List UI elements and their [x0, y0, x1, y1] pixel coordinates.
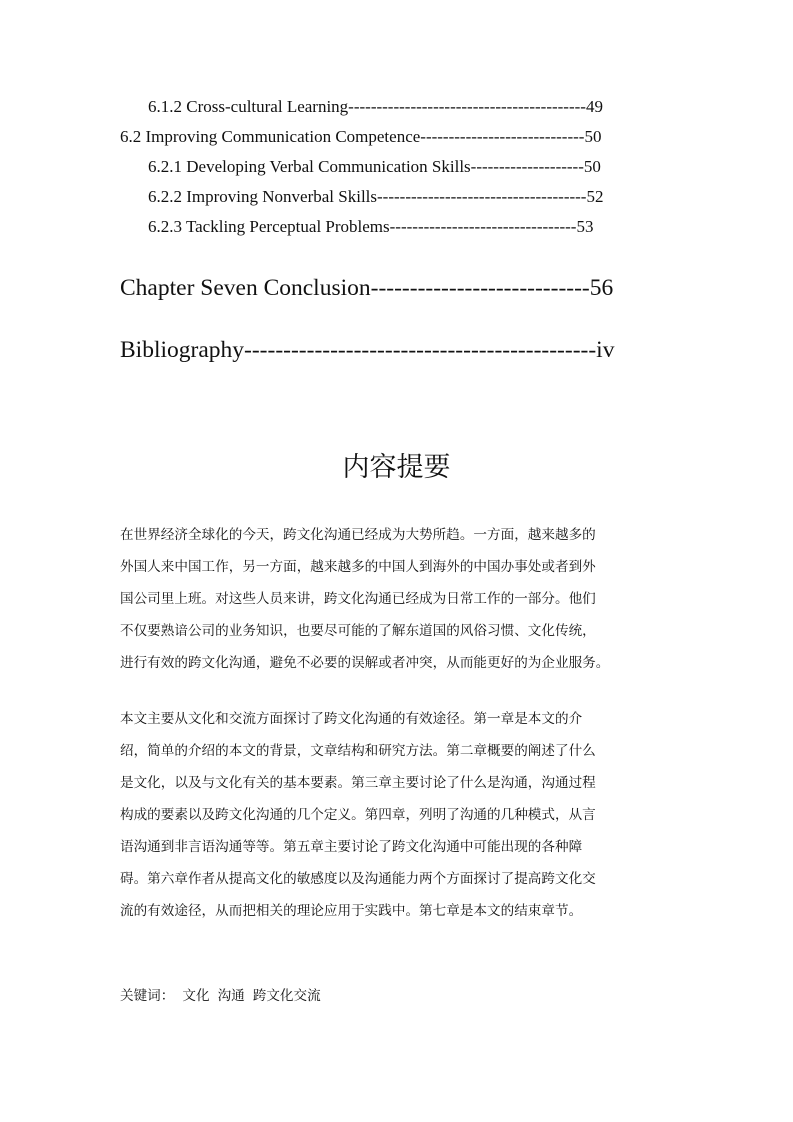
- paragraph-line: 语沟通到非言语沟通等等。第五章主要讨论了跨文化沟通中可能出现的各种障: [120, 839, 583, 855]
- keywords-label: 关键词：: [120, 988, 175, 1004]
- keyword: 文化: [182, 988, 210, 1004]
- abstract-title: 内容提要: [342, 452, 451, 483]
- abstract-paragraph-1: [120, 519, 675, 679]
- paragraph-line: 是文化，以及与文化有关的基本要素。第三章主要讨论了什么是沟通，沟通过程: [120, 775, 596, 791]
- keyword: 沟通: [217, 988, 245, 1004]
- abstract-paragraph-2: [120, 703, 675, 927]
- paragraph-line: 绍，简单的介绍的本文的背景，文章结构和研究方法。第二章概要的阐述了什么: [120, 743, 596, 759]
- paragraph-line: 外国人来中国工作，另一方面，越来越多的中国人到海外的中国办事处或者到外: [120, 559, 596, 575]
- paragraph-line: 碍。第六章作者从提高文化的敏感度以及沟通能力两个方面探讨了提高跨文化交: [120, 871, 596, 887]
- paragraph-line: 不仅要熟谙公司的业务知识，也要尽可能的了解东道国的风俗习惯、文化传统，: [120, 623, 596, 639]
- toc-entry: 6.2 Improving Communication Competence-----------------------------50: [120, 127, 602, 146]
- paragraph-line: 进行有效的跨文化沟通，避免不必要的误解或者冲突，从而能更好的为企业服务。: [120, 655, 610, 671]
- paragraph-line: 本文主要从文化和交流方面探讨了跨文化沟通的有效途径。第一章是本文的介: [120, 711, 583, 727]
- toc-chapter-entry: Bibliography---------------------------------------------iv: [120, 337, 615, 363]
- toc-entry: 6.2.2 Improving Nonverbal Skills-------------------------------------52: [148, 187, 604, 206]
- paragraph-line: 在世界经济全球化的今天，跨文化沟通已经成为大势所趋。一方面，越来越多的: [120, 527, 596, 543]
- paragraph-line: 构成的要素以及跨文化沟通的几个定义。第四章，列明了沟通的几种模式，从言: [120, 807, 596, 823]
- keywords-line: [120, 984, 321, 1008]
- toc-entry: 6.2.1 Developing Verbal Communication Skills--------------------50: [148, 157, 601, 176]
- toc-entry: 6.1.2 Cross-cultural Learning------------------------------------------49: [148, 97, 603, 116]
- paragraph-line: 流的有效途径，从而把相关的理论应用于实践中。第七章是本文的结束章节。: [120, 903, 583, 919]
- keyword: 跨文化交流: [252, 988, 321, 1004]
- toc-entry: 6.2.3 Tackling Perceptual Problems---------------------------------53: [148, 217, 594, 236]
- paragraph-line: 国公司里上班。对这些人员来讲，跨文化沟通已经成为日常工作的一部分。他们: [120, 591, 596, 607]
- toc-chapter-entry: Chapter Seven Conclusion----------------------------56: [120, 275, 614, 301]
